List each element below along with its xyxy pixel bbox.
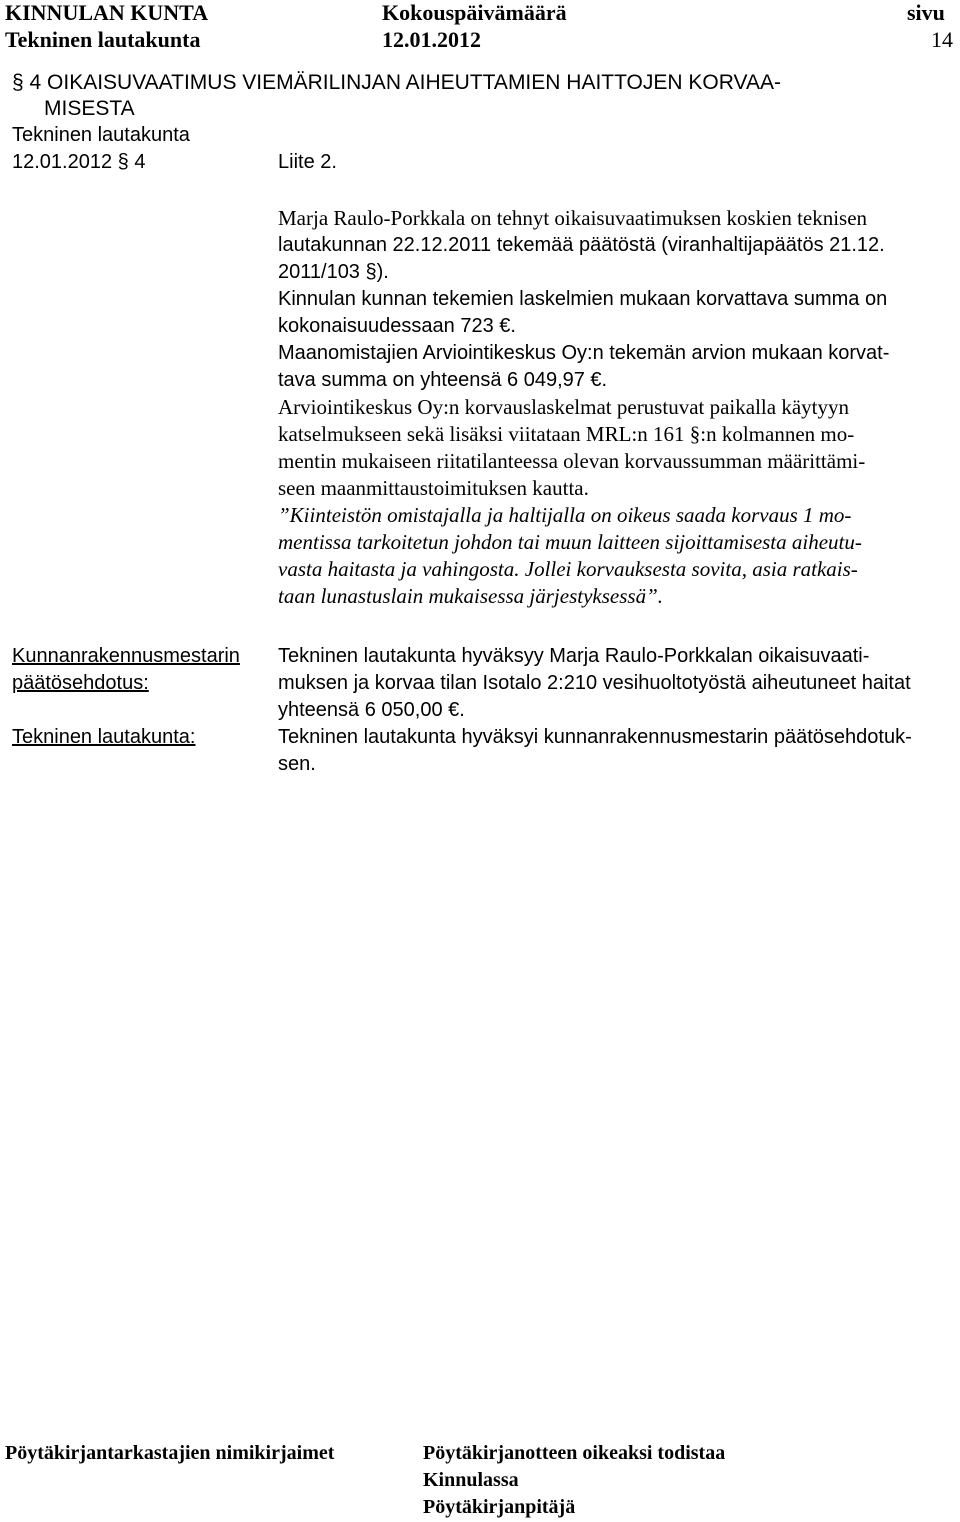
content-line: 2011/103 §). bbox=[278, 261, 389, 283]
committee-name: Tekninen lautakunta bbox=[5, 27, 201, 52]
quote-line: ”Kiinteistön omistajalla ja haltijalla on oikeus saada korvaus 1 mo- bbox=[278, 503, 852, 527]
footer-initials-label: Pöytäkirjantarkastajien nimikirjaimet bbox=[5, 1442, 335, 1464]
quote-line: taan lunastuslain mukaisessa järjestyksessä”. bbox=[278, 584, 664, 608]
section-ref: 12.01.2012 § 4 bbox=[12, 151, 146, 173]
proposal-line: Tekninen lautakunta hyväksyy Marja Raulo-Porkkalan oikaisuvaati- bbox=[278, 645, 870, 667]
footer-certify-label: Pöytäkirjanotteen oikeaksi todistaa bbox=[423, 1442, 726, 1464]
section-title-line1: § 4 OIKAISUVAATIMUS VIEMÄRILINJAN AIHEUTTAMIEN HAITTOJEN KORVAA- bbox=[12, 71, 781, 94]
org-name: KINNULAN KUNTA bbox=[5, 0, 209, 25]
quote-line: vasta haitasta ja vahingosta. Jollei korvauksesta sovita, asia ratkais- bbox=[278, 557, 858, 581]
content-line: lautakunnan 22.12.2011 tekemää päätöstä (viranhaltijapäätös 21.12. bbox=[278, 234, 885, 256]
content-line: mentin mukaiseen riitatilanteessa olevan korvaussumman määrittämi- bbox=[278, 449, 866, 473]
section-title-line2: MISESTA bbox=[44, 97, 135, 120]
proposal-block bbox=[278, 643, 911, 724]
content-line: katselmukseen sekä lisäksi viitataan MRL:n 161 §:n kolmannen mo- bbox=[278, 422, 855, 446]
content-line: Maanomistajien Arviointikeskus Oy:n tekemän arvion mukaan korvat- bbox=[278, 342, 890, 364]
section-body: Tekninen lautakunta bbox=[12, 124, 190, 146]
decision-label: Tekninen lautakunta: bbox=[12, 726, 196, 748]
content-line: tava summa on yhteensä 6 049,97 €. bbox=[278, 369, 608, 391]
content-line: Marja Raulo-Porkkala on tehnyt oikaisuvaatimuksen koskien teknisen bbox=[278, 206, 868, 230]
proposal-label-line1: Kunnanrakennusmestarin bbox=[12, 645, 240, 667]
quote-line: mentissa tarkoitetun johdon tai muun laitteen sijoittamisesta aiheutu- bbox=[278, 530, 862, 554]
attachment-ref: Liite 2. bbox=[278, 151, 337, 173]
date-label: Kokouspäivämäärä bbox=[382, 0, 567, 25]
footer-secretary-label: Pöytäkirjanpitäjä bbox=[423, 1496, 576, 1518]
content-block bbox=[278, 205, 889, 610]
proposal-line: yhteensä 6 050,00 €. bbox=[278, 699, 465, 721]
decision-line: sen. bbox=[278, 753, 316, 775]
footer-place: Kinnulassa bbox=[423, 1469, 519, 1491]
content-line: Arviointikeskus Oy:n korvauslaskelmat perustuvat paikalla käytyyn bbox=[278, 395, 849, 419]
content-line: Kinnulan kunnan tekemien laskelmien mukaan korvattava summa on bbox=[278, 288, 888, 310]
page-number: 14 bbox=[931, 27, 953, 52]
proposal-label-line2: päätösehdotus: bbox=[12, 672, 149, 694]
decision-line: Tekninen lautakunta hyväksyi kunnanrakennusmestarin päätösehdotuk- bbox=[278, 726, 912, 748]
page-label: sivu bbox=[907, 0, 945, 25]
content-line: kokonaisuudessaan 723 €. bbox=[278, 315, 516, 337]
meeting-date: 12.01.2012 bbox=[382, 27, 481, 52]
proposal-line: muksen ja korvaa tilan Isotalo 2:210 vesihuoltotyöstä aiheutuneet haitat bbox=[278, 672, 911, 694]
decision-block bbox=[278, 724, 912, 778]
content-line: seen maanmittaustoimituksen kautta. bbox=[278, 476, 589, 500]
